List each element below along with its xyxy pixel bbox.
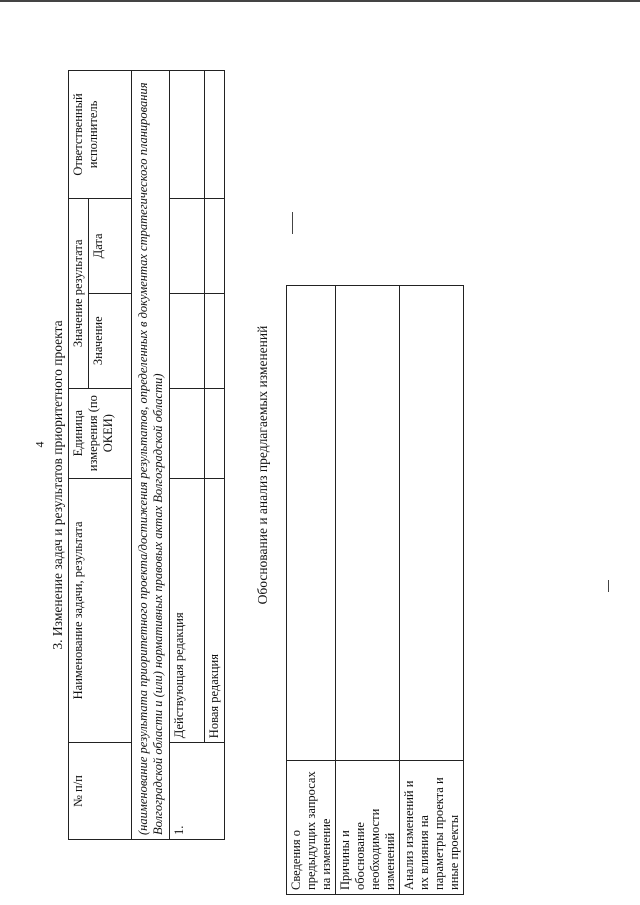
table-cell	[336, 286, 400, 761]
table-header-row	[69, 71, 89, 840]
table-row	[170, 71, 205, 840]
table-cell	[400, 286, 464, 761]
table-cell	[205, 198, 225, 293]
header-value: Значение	[88, 293, 131, 388]
tasks-table	[68, 70, 225, 840]
row-new-label: Новая редакция	[205, 478, 225, 743]
header-responsible: Ответственный исполнитель	[69, 71, 132, 199]
row-number: 1.	[170, 743, 225, 840]
table-cell	[205, 293, 225, 388]
analysis-row-label: Причины и обоснование необходимости изменений	[336, 761, 400, 895]
header-unit: Единица измерения (по ОКЕИ)	[69, 388, 132, 478]
table-note-row	[131, 71, 170, 840]
table-cell	[170, 388, 205, 478]
header-result-value: Значение результата	[69, 198, 89, 388]
table-cell	[205, 71, 225, 199]
analysis-row-label: Анализ изменений и их влияния на параметры проекта и иные проекты	[400, 761, 464, 895]
table-row	[400, 286, 464, 895]
header-name: Наименование задачи, результата	[69, 478, 132, 743]
analysis-table	[286, 285, 464, 895]
analysis-title: Обоснование и анализ предлагаемых изменений	[255, 325, 270, 605]
header-date: Дата	[88, 198, 131, 293]
table-cell	[205, 388, 225, 478]
analysis-row-label: Сведения о предыдущих запросах на изменение	[287, 761, 336, 895]
table-note: (наименование результата приоритетного проекта/достижения результатов, определенных в документах стратегического планирования Волгоградской области и (или) нормативных правовых актах Волгоградской области)	[131, 71, 170, 840]
table-cell	[170, 293, 205, 388]
section-title: 3. Изменение задач и результатов приоритетного проекта	[50, 320, 65, 650]
table-row	[287, 286, 336, 895]
table-cell	[287, 286, 336, 761]
table-row	[205, 71, 225, 840]
table-row	[336, 286, 400, 895]
row-current-label: Действующая редакция	[170, 478, 205, 743]
page-number: 4	[32, 441, 47, 448]
header-num: № п/п	[69, 743, 132, 840]
table-cell	[170, 71, 205, 199]
table-cell	[170, 198, 205, 293]
